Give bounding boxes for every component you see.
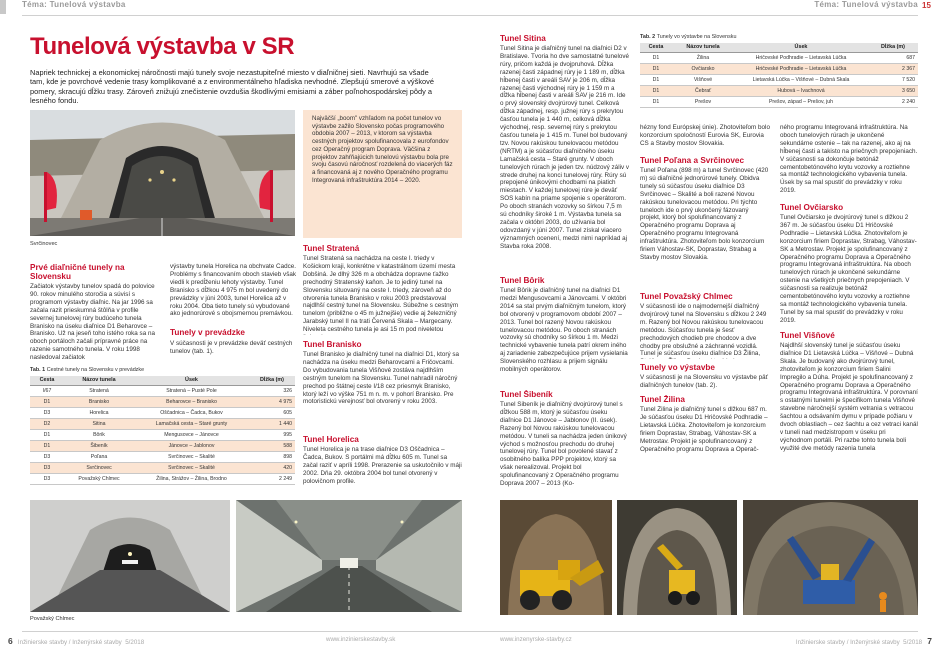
article-lead: Napriek technickej a ekonomickej náročnosti majú tunely svoje nezastupiteľné miesto v diaľničnej sieti. Navrhujú sa všade tam, kde je povrchové vedenie trasy komplikované a z environmentálneho hľadiska nevhodné. Zlepšujú smerové a výškové pomery, skracujú dĺžku trasy. Zároveň znižujú znečistenie ovzdušia škodlivými emisiami a záber poľnohospodárskej pôdy a lesného fondu. [30, 68, 434, 106]
tunnel-tube-photo [236, 500, 462, 612]
header-rule [22, 15, 470, 16]
table-cell: Žilina, Strážov – Žilina, Brodno [134, 473, 249, 484]
left-footer [8, 636, 144, 646]
table1-body [30, 385, 295, 484]
table-row [30, 396, 295, 407]
table-row [30, 418, 295, 429]
zilina-text: Tunel Žilina je diaľničný tunel s dĺžkou 687 m. Je súčasťou úseku D1 Hričovské Podhradie – Lietavská Lúčka. Zhotoviteľom je konzorcium firiem Doprastav, Strabag, Váhostav-SK a Metrostav. Projekt je spolufinancovaný z Operačného programu Doprava a Operač- [640, 406, 768, 453]
table1-caption-label: Tab. 1 [30, 367, 46, 373]
tunnel-face-photo [617, 500, 737, 615]
table2-header-cell: Cesta [640, 43, 672, 52]
footer-rule [22, 631, 470, 632]
right-footer-magazine: Inžinierske stavby / Inženýrské stavby [795, 639, 900, 646]
table-cell: D1 [30, 440, 64, 451]
operation-heading: Tunely v prevádzke [170, 328, 245, 337]
table-cell: D1 [640, 96, 672, 107]
table-row [640, 96, 918, 107]
table-cell: D1 [640, 85, 672, 96]
table-cell: Hubová – Ivachnová [734, 85, 868, 96]
table-row [30, 451, 295, 462]
article-title: Tunelová výstavba v SR [30, 33, 295, 60]
table1 [30, 376, 295, 485]
table-row [30, 407, 295, 418]
sibenik-text: Tunel Šibeník je diaľničný dvojrúrový tunel s dĺžkou 588 m, ktorý je súčasťou úseku diaľnice D1 Jánovce – Jablonov (II. úsek). Razený bol Novou rakúskou tunelovacou metódou. V tuneli sa nachádza jeden únikový východ s možnosťou prechodu do druhej tunelovej rúry. Tunel bol povolené stavať z osobitného balíka PPP projektov, ktorý sa však nerealizoval. Projekt bol spolufinancovaný z Operačného programu Doprava 2007 – 2013 (Ko- [500, 401, 627, 488]
left-header-title: Téma: Tunelová výstavba [22, 0, 126, 9]
tunnel-face-illustration [617, 500, 737, 615]
table1-header-cell: Dĺžka (m) [249, 376, 295, 385]
table-cell: D1 [640, 52, 672, 63]
right-footer-web[interactable]: www.inzenyrske-stavby.cz [500, 636, 572, 643]
table-cell: Horelica [64, 407, 134, 418]
table-cell: D3 [30, 407, 64, 418]
table-cell: Čebrať [672, 85, 734, 96]
table1-caption [30, 367, 144, 374]
table-row [30, 462, 295, 473]
eu-funding-box [303, 110, 462, 238]
table-row [30, 473, 295, 484]
table-cell: Svrčinovec – Skalité [134, 462, 249, 473]
table-cell: Žilina [672, 52, 734, 63]
table-cell: Branisko [64, 396, 134, 407]
table-cell: Ovčiarsko [672, 63, 734, 74]
right-header-title: Téma: Tunelová výstavba [814, 0, 918, 9]
table2-header-cell: Úsek [734, 43, 868, 52]
header-rule [470, 15, 918, 16]
table-cell: 995 [249, 429, 295, 440]
table-cell: 687 [868, 52, 918, 63]
footer-rule [470, 631, 918, 632]
table2-header-cell: Dĺžka (m) [868, 43, 918, 52]
left-footer-magazine: Inžinierske stavby / Inženýrské stavby [17, 639, 122, 646]
sibenik-heading: Tunel Šibeník [500, 390, 553, 399]
table-cell: D3 [30, 473, 64, 484]
table-cell: I/67 [30, 385, 64, 396]
header-bar [0, 0, 6, 14]
table1-header-cell: Úsek [134, 376, 249, 385]
table-cell: Stratená – Pusté Pole [134, 385, 249, 396]
horelica-heading: Tunel Horelica [303, 435, 359, 444]
table1-header-row [30, 376, 295, 385]
table2-body [640, 52, 918, 107]
table-cell: D3 [30, 451, 64, 462]
first-tunnels-text: Začiatok výstavby tunelov spadá do polovice 90. rokov minulého storočia a súvisí s programom výstavby diaľnic. Na jar 1996 sa začala razit prieskumná štôlňa v profile severnej tunelovej rúry budúceho tunela Branisko na úseku diaľnice D1 Beharovce – Branisko. Už na jeseň toho istého roka sa na oboch portáloch začali prípravné práce na razenie samotného tunela. V roku 1998 nasledoval začiatok [30, 283, 155, 362]
left-footer-web[interactable]: www.inzinierskestavby.sk [326, 636, 396, 643]
table-cell: Višňové [672, 74, 734, 85]
table-row [640, 74, 918, 85]
excavator-illustration [500, 500, 612, 615]
table-cell: Prešov [672, 96, 734, 107]
table-cell: Svrčinovec [64, 462, 134, 473]
sitina-heading: Tunel Sitina [500, 34, 546, 43]
table-cell: Sitina [64, 418, 134, 429]
table-row [640, 63, 918, 74]
table-cell: D1 [640, 63, 672, 74]
table-cell: D1 [30, 396, 64, 407]
table-row [30, 440, 295, 451]
table-cell: 588 [249, 440, 295, 451]
borik-heading: Tunel Bôrik [500, 276, 545, 285]
table1-header-cell: Názov tunela [64, 376, 134, 385]
table-cell: D2 [30, 418, 64, 429]
table-cell: Lietavská Lúčka – Višňové – Dubná Skala [734, 74, 868, 85]
table-cell: 2 367 [868, 63, 918, 74]
first-tunnels-heading: Prvé diaľničné tunely na Slovensku [30, 263, 125, 282]
sitina-text: Tunel Sitina je diaľničný tunel na diaľnici D2 v Bratislave. Tvoria ho dve samostatné tunelové rúry, pričom každá je dvojpruhová. Dĺžka razenej časti západnej rúry je 1 189 m, dĺžka hĺbenej časti v areáli SAV je 206 m, dĺžka razenej časti východnej rúry je 1 159 m a dĺžka hĺbenej časti v areáli SAV je 216 m. Ide o prvý slovenský dvojrúrový tunel. Celková dĺžka západnej, resp. južnej rúry s prekrytou časťou tunela je 1 440 m, celková dĺžka východnej, resp. severnej rúry s prekrytou časťou tunela je 1 415 m. Tunel bol budovaný tzv. Novou rakúskou tunelovacou metódou (NRTM) a je súčasťou diaľničného úseku Lamačská cesta – Staré grunty. V oboch tunelových rúrach je jeden tzv. núdzový záliv v strede druhej na konci tunelovej rúry. Rúry sú prepojené únikovými chodbami na piatich miestach. V každej tunelovej rúre je deväť SOS kabín na priame spojenie s operátorom. Po oboch stranách vozovky so šírkou 7,5 m sú chodníky široké 1 m. Výstavba tunela sa začala v októbri 2003, do užívania bol odovzdaný v júni 2007. Tunel získal viacero významných ocenení, medzi nimi napríklad aj Stavba roka 2008. [500, 45, 630, 250]
drilling-rig-photo [743, 500, 918, 615]
right-page-number: 7 [927, 636, 932, 646]
table-cell: Oščadnica – Čadca, Bukov [134, 407, 249, 418]
table-cell: 605 [249, 407, 295, 418]
zilina-heading: Tunel Žilina [640, 395, 685, 404]
table-row [30, 385, 295, 396]
table1-header-cell: Cesta [30, 376, 64, 385]
table-cell: Hričovské Podhradie – Lietavská Lúčka [734, 63, 868, 74]
table-cell: Poľana [64, 451, 134, 462]
table-cell: Jánovce – Jablonov [134, 440, 249, 451]
table-cell: Hričovské Podhradie – Lietavská Lúčka [734, 52, 868, 63]
table1-caption-text: Cestné tunely na Slovensku v prevádzke [46, 367, 145, 373]
polana-heading: Tunel Poľana a Svrčinovec [640, 156, 745, 165]
povazsky-text: V súčasnosti ide o najmodernejší diaľničný dvojrúrový tunel na Slovensku s dĺžkou 2 249 m. Razený bol Novou rakúskou tunelovacou metódou. Súčasťou tunela je šesť prechodových chodieb pre chodcov a dve chodby pre obslužné a záchranné vozidlá. Tunel je súčasťou úseku diaľnice D3 Žilina, [640, 303, 767, 358]
table-cell: Stratená [64, 385, 134, 396]
portal-photo-caption: Svrčinovec [30, 241, 58, 247]
table-cell: Šibeník [64, 440, 134, 451]
table-cell: 7 520 [868, 74, 918, 85]
table-cell: Beharovce – Branisko [134, 396, 249, 407]
branisko-heading: Tunel Branisko [303, 340, 362, 349]
table-cell: Prešov, západ – Prešov, juh [734, 96, 868, 107]
tunnel-portal-photo [30, 110, 295, 236]
right-page [470, 0, 940, 664]
table-cell: 3 650 [868, 85, 918, 96]
excavator-photo [500, 500, 612, 615]
polana-text: Tunel Poľana (898 m) a tunel Svrčinovec (420 m) sú diaľničné jednorúrové tunely. Obidva tunely sú súčasťou úseku diaľnice D3 Svrčinovec – Skalité a boli razené Novou rakúskou tunelovacou metódou. Pri týchto tuneloch ide o prvý ukončený fázovaný projekt, ktorý bol spolufinancovaný z Operačného programu Doprava aj Operačného programu Integrovaná infraštruktúra. Zhotoviteľom bolo konzorcium firiem Váhostav-SK, Doprastav, Strabag a Stavby mostov Slovakia. [640, 167, 769, 261]
table-cell: 1 440 [249, 418, 295, 429]
left-page-number: 6 [8, 636, 13, 646]
table2 [640, 43, 918, 108]
table-cell: D1 [640, 74, 672, 85]
col6-text-top: ného programu Integrovaná infraštruktúra. Na oboch tunelových rúrach je ukončené sekundárne ostenie – tak na razenej, ako aj na hĺbenej časti a takisto na priečnych prepojeniach. V súčasnosti sa dokončuje betónáž cementobetónového krytu vozovky a roztiehne sa montáž technologického vybavenia tunela. Úsek by sa mal spustiť do prevádzky v roku 2019. [780, 124, 918, 195]
horelica-text: Tunel Horelica je na trase diaľnice D3 Oščadnica – Čadca, Bukov. S portálmi má dĺžku 605 m. Tunel sa začal raziť v apríli 1998. Prerazenie sa uskutočnilo v máji 2002. Dňa 29. októbra 2004 bol tunel otvorený v polovičnom profile. [303, 446, 462, 485]
table-cell: 2 249 [249, 473, 295, 484]
bottom-photo-caption: Považský Chlmec [30, 616, 75, 622]
right-footer [762, 636, 932, 646]
stratena-heading: Tunel Stratená [303, 244, 360, 253]
col5-text-top: hézny fond Európskej únie). Zhotoviteľom bolo konzorcium spoločností Eurovia SK, Eurovia CS a Stavby mostov Slovakia. [640, 124, 770, 147]
table-cell: 2 240 [868, 96, 918, 107]
table-cell: Považský Chlmec [64, 473, 134, 484]
right-footer-issue: 5/2018 [903, 639, 923, 646]
right-header-number: 15 [922, 1, 931, 10]
visnove-text: Najdlhší slovenský tunel je súčasťou úseku diaľnice D1 Lietavská Lúčka – Višňové – Dubná Skala. Je budovaný ako dvojrúrový tunel, zhotoviteľom je konzorcium firiem Salini Impregilo a Dúha. Projekt je spolufinancovaný z Operačného programu Doprava a Operačného programu Integrovaná infraštruktúra. V porovnaní s ostatnými tunelmi je špecifikom tunela Višňové stavebne náročnejší systém vetrania s vetracou šachtou a odsávaním dymu v prípade požiaru v dvoch oblastiach – cez šachtu a cez vetraci kanál v tuneli nad medzistropom v úseku pri východnom portáli. Pri razbe tohto tunela boli využité dve metódy razenia tunela [780, 342, 918, 452]
branisko-text: Tunel Branisko je diaľničný tunel na diaľnici D1, ktorý sa nachádza na úseku medzi Beharovcami a Fričovcami. Do vybudovania tunela Višňové zostáva najdlhším cestným tunelom na Slovensku. Tunel nahradil náročný prechod po štátnej ceste I/18 cez priesmyk Branisko, ktorý leží vo výške 751 m n. m. v pohorí Branisko. Pre motoristickú verejnosť bol otvorený v roku 2003. [303, 351, 460, 406]
table-cell: Mengusovce – Jánovce [134, 429, 249, 440]
table-cell: Svrčinovec – Skalité [134, 451, 249, 462]
ovciarsko-text: Tunel Ovčiarsko je dvojrúrový tunel s dĺžkou 2 367 m. Je súčasťou úseku D1 Hričovské Podhradie – Lietavská Lúčka. Zhotoviteľom je konzorcium firiem Doprastav, Strabag, Váhostav-SK a Metrostav. Projekt je spolufinancovaný z Operačného programu Doprava a Operačného programu Integrovaná infraštruktúra. Na oboch tunelových rúrach je ukončené sekundárne ostenie na všetkých priečnych prepojeniach. V súčasnosti sa realizuje betónáž cementobetónového krytu vozovky a roztiehne sa montáž technologického vybavenia tunela. Tunel by sa mal spustiť do prevádzky v roku 2019. [780, 214, 917, 324]
construction-text: V súčasnosti je na Slovensku vo výstavbe päť diaľničných tunelov (tab. 2). [640, 374, 769, 389]
stratena-text: Tunel Stratená sa nachádza na ceste I. triedy v Košickom kraji, konkrétne v katastrálnom území mesta Dobšiná. Je dlhý 326 m a obchádza dopravne ťažko prechodný Stratenský kaňon. Je to jediný tunel na Slovensku situovaný na ceste I. triedy, zároveň až do otvorenia tunela Branisko v roku 2003 predstavoval najdlhší cestný tunel na Slovensku. Súbežne s cestným tunelom (približne o 45 m južnejšie) vedie aj železničný Jarabský tunel II na trati Červená Skala – Margecany. Niveleta cestného tunela je asi 15 m pod niveletou [303, 255, 459, 334]
table2-header-cell: Názov tunela [672, 43, 734, 52]
table-cell: 4 975 [249, 396, 295, 407]
table-row [30, 429, 295, 440]
table-cell: 326 [249, 385, 295, 396]
box-text: Najväčší „boom" vzhľadom na počet tunelov vo výstavbe zažilo Slovensko počas programového obdobia 2007 – 2013, v ktorom sa výstavba cestných projektov spolufinancovala z eurofondov cez Operačný program Doprava. Väčšina z projektov zahŕňajúcich tunelovú výstavbu bola pre svoju časovú náročnosť rozdelená do viacerých fáz a financovaná aj z nového Operačného programu Integrovaná infraštruktúra 2014 – 2020. [312, 115, 453, 184]
visnove-heading: Tunel Višňové [780, 331, 835, 340]
construction-heading: Tunely vo výstavbe [640, 363, 715, 372]
tunnel-portal-illustration [30, 110, 295, 236]
table-cell: D3 [30, 462, 64, 473]
table-cell: 420 [249, 462, 295, 473]
table-row [640, 85, 918, 96]
tunnel-interior-illustration [30, 500, 230, 612]
operation-text: V súčasnosti je v prevádzke deväť cestných tunelov (tab. 1). [170, 340, 293, 355]
povazsky-heading: Tunel Považský Chlmec [640, 292, 733, 301]
table-cell: Bôrik [64, 429, 134, 440]
drilling-rig-illustration [743, 500, 918, 615]
table2-header-row [640, 43, 918, 52]
left-footer-issue: 5/2018 [125, 639, 145, 646]
borik-text: Tunel Bôrik je diaľničný tunel na diaľnici D1 medzi Mengusovcami a Jánovcami. V októbri 2014 sa stal prvým diaľničným tunelom, ktorý bol otvorený v programovom období 2007 – 2013. Tunel bol razený Novou rakúskou tunelovacou metódou. Po oboch stranách vozovky sú chodníky so šírkou 1 m. Medzi technické vybavenie tunela patrí okrem iného aj zariadenie zabezpečujúce prijem vysielania Slovenského rozhlasu a prijem signálu mobilných operátorov. [500, 287, 628, 374]
table-row [640, 52, 918, 63]
ovciarsko-heading: Tunel Ovčiarsko [780, 203, 844, 212]
table2-caption-label: Tab. 2 [640, 34, 656, 40]
tunnel-tube-illustration [236, 500, 462, 612]
table2-caption-text: Tunely vo výstavbe na Slovensku [656, 34, 737, 40]
table-cell: Lamačská cesta – Staré grunty [134, 418, 249, 429]
table2-caption [640, 34, 737, 41]
tunnel-interior-photo [30, 500, 230, 612]
col2-text: výstavby tunela Horelica na obchvate Čadce. Problémy s financovaním oboch stavieb však viedli k predĺženiu lehoty výstavby. Tunel Branisko s dĺžkou 4 975 m bol uvedený do prevádzky v júni 2003, tunel Horelica až v roku 2004. Oba tieto tunely sú vybudované ako jednorúrové s obojsmernou premávkou. [170, 263, 296, 318]
table-cell: D1 [30, 429, 64, 440]
table-cell: 898 [249, 451, 295, 462]
